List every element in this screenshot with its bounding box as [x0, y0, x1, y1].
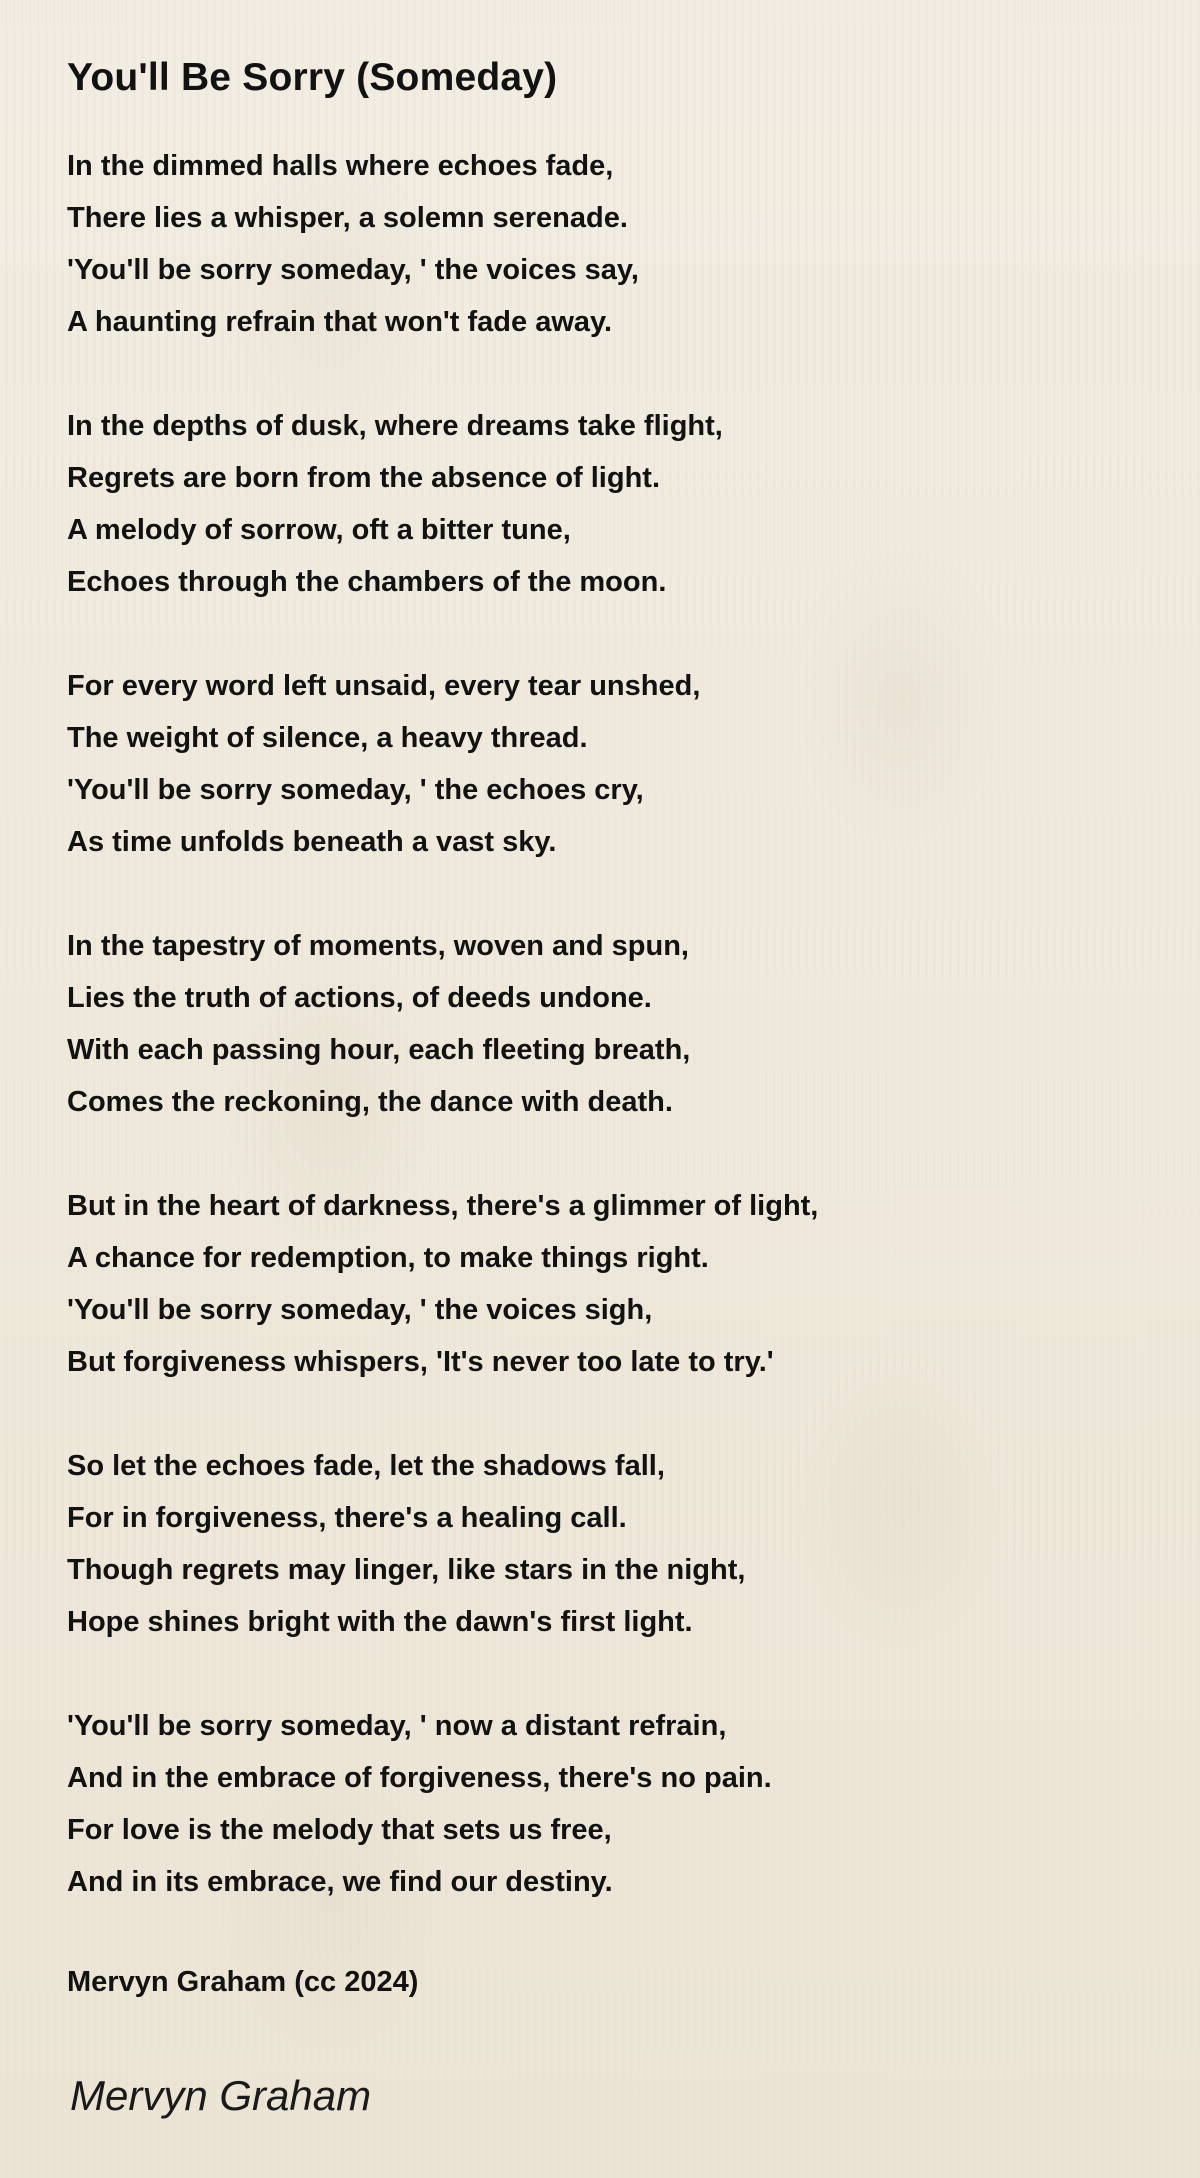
- poem-line: Echoes through the chambers of the moon.: [67, 566, 667, 598]
- poem-line: A melody of sorrow, oft a bitter tune,: [67, 514, 571, 546]
- poem-line: For every word left unsaid, every tear unshed,: [67, 670, 701, 702]
- poem-line: And in the embrace of forgiveness, there's no pain.: [67, 1762, 772, 1794]
- poem-credit: Mervyn Graham (cc 2024): [67, 1966, 419, 1998]
- stanza-4: [67, 920, 1147, 1128]
- poem-line: For in forgiveness, there's a healing call.: [67, 1502, 627, 1534]
- poem-line: Comes the reckoning, the dance with death.: [67, 1086, 673, 1118]
- poem-line: So let the echoes fade, let the shadows fall,: [67, 1450, 665, 1482]
- author-signature: Mervyn Graham: [70, 2072, 372, 2119]
- poem-line: And in its embrace, we find our destiny.: [67, 1866, 613, 1898]
- poem-line: There lies a whisper, a solemn serenade.: [67, 202, 628, 234]
- poem-line: 'You'll be sorry someday, ' now a distant refrain,: [67, 1710, 727, 1742]
- poem-line: But in the heart of darkness, there's a glimmer of light,: [67, 1190, 819, 1222]
- stanza-2: [67, 400, 1147, 608]
- stanza-6: [67, 1440, 1147, 1648]
- poem-page: [67, 50, 1147, 2008]
- poem-line: The weight of silence, a heavy thread.: [67, 722, 588, 754]
- poem-line: 'You'll be sorry someday, ' the voices sigh,: [67, 1294, 653, 1326]
- poem-line: Lies the truth of actions, of deeds undone.: [67, 982, 652, 1014]
- poem-line: As time unfolds beneath a vast sky.: [67, 826, 557, 858]
- poem-line: A chance for redemption, to make things right.: [67, 1242, 709, 1274]
- poem-line: Regrets are born from the absence of light.: [67, 462, 660, 494]
- poem-line: Hope shines bright with the dawn's first light.: [67, 1606, 693, 1638]
- stanza-3: [67, 660, 1147, 868]
- poem-title: You'll Be Sorry (Someday): [67, 56, 558, 99]
- poem-line: Though regrets may linger, like stars in the night,: [67, 1554, 746, 1586]
- poem-line: In the tapestry of moments, woven and spun,: [67, 930, 689, 962]
- poem-line: A haunting refrain that won't fade away.: [67, 306, 613, 338]
- poem-line: But forgiveness whispers, 'It's never too late to try.': [67, 1346, 774, 1378]
- poem-body: [67, 140, 1147, 1908]
- poem-line: With each passing hour, each fleeting breath,: [67, 1034, 691, 1066]
- stanza-7: [67, 1700, 1147, 1908]
- poem-line: In the depths of dusk, where dreams take flight,: [67, 410, 723, 442]
- poem-line: 'You'll be sorry someday, ' the voices say,: [67, 254, 639, 286]
- poem-line: 'You'll be sorry someday, ' the echoes cry,: [67, 774, 644, 806]
- poem-line: In the dimmed halls where echoes fade,: [67, 150, 614, 182]
- stanza-5: [67, 1180, 1147, 1388]
- poem-line: For love is the melody that sets us free,: [67, 1814, 612, 1846]
- stanza-1: [67, 140, 1147, 348]
